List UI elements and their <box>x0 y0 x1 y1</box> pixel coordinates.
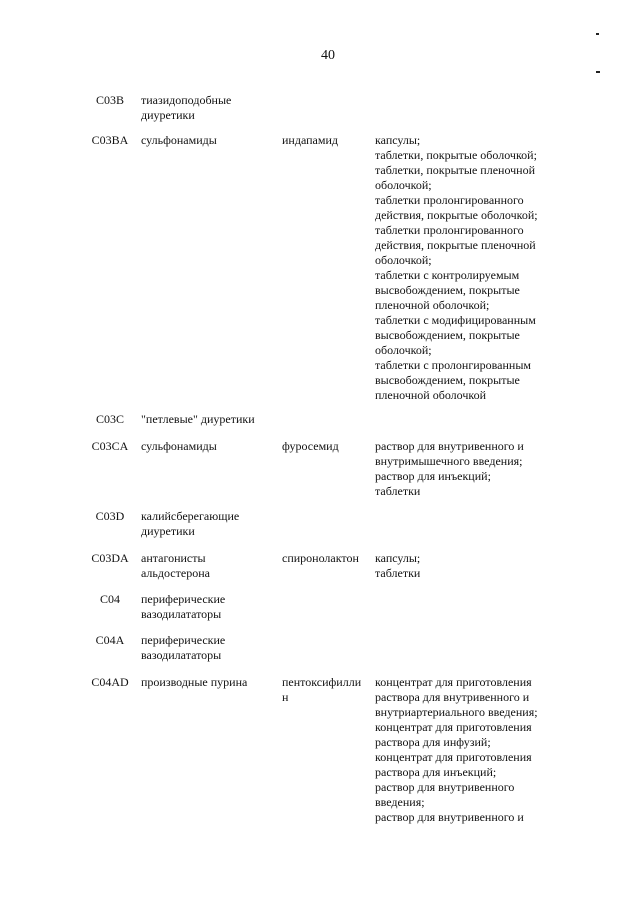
anatomical-therapeutic-group <box>141 93 271 123</box>
anatomical-therapeutic-group <box>141 592 271 622</box>
anatomical-therapeutic-group <box>141 551 271 581</box>
atc-code: C03CA <box>91 439 129 453</box>
atc-code: C03C <box>95 412 124 426</box>
dosage-form-line: раствора для внутривенного и <box>375 690 530 704</box>
group-line: диуретики <box>141 524 195 538</box>
drug-name-line: фуросемид <box>282 439 339 453</box>
dosage-form-line: раствор для внутривенного и <box>375 439 524 453</box>
drug-name-line: н <box>282 690 289 704</box>
dosage-forms <box>375 551 575 581</box>
dosage-forms <box>375 675 575 825</box>
group-line: периферические <box>141 592 226 606</box>
dosage-form-line: таблетки с пролонгированным <box>375 358 532 372</box>
dosage-form-line: таблетки пролонгированного <box>375 223 524 237</box>
page-number: 40 <box>321 48 335 63</box>
dosage-form-line: внутриартериального введения; <box>375 705 538 719</box>
anatomical-therapeutic-group <box>141 439 271 454</box>
dosage-forms <box>375 133 575 403</box>
dosage-form-line: оболочкой; <box>375 253 432 267</box>
dosage-form-line: таблетки пролонгированного <box>375 193 524 207</box>
atc-code: C03DA <box>91 551 129 565</box>
dosage-form-line: таблетки, покрытые оболочкой; <box>375 148 537 162</box>
dosage-form-line: высвобождением, покрытые <box>375 328 520 342</box>
anatomical-therapeutic-group <box>141 633 271 663</box>
dosage-form-line: таблетки, покрытые пленочной <box>375 163 536 177</box>
group-line: диуретики <box>141 108 195 122</box>
drug-name <box>282 133 368 148</box>
group-line: сульфонамиды <box>141 133 217 147</box>
dosage-form-line: концентрат для приготовления <box>375 675 532 689</box>
atc-code: C04A <box>95 633 125 647</box>
group-line: периферические <box>141 633 226 647</box>
atc-code: C04AD <box>91 675 129 689</box>
dosage-forms <box>375 439 575 499</box>
dosage-form-line: таблетки с модифицированным <box>375 313 536 327</box>
drug-name <box>282 439 368 454</box>
dosage-form-line: высвобождением, покрытые <box>375 373 520 387</box>
anatomical-therapeutic-group <box>141 675 271 690</box>
drug-name-line: спиронолактон <box>282 551 359 565</box>
dosage-form-line: раствор для инъекций; <box>375 469 491 483</box>
group-line: производные пурина <box>141 675 248 689</box>
dosage-form-line: оболочкой; <box>375 178 432 192</box>
group-line: тиазидоподобные <box>141 93 232 107</box>
atc-code: C03BA <box>91 133 129 147</box>
dosage-form-line: капсулы; <box>375 551 421 565</box>
dosage-form-line: оболочкой; <box>375 343 432 357</box>
dosage-form-line: капсулы; <box>375 133 421 147</box>
dosage-form-line: концентрат для приготовления <box>375 720 532 734</box>
dosage-form-line: внутримышечного введения; <box>375 454 523 468</box>
group-line: калийсберегающие <box>141 509 240 523</box>
dosage-form-line: пленочной оболочкой <box>375 388 487 402</box>
dosage-form-line: высвобождением, покрытые <box>375 283 520 297</box>
atc-code: C03D <box>95 509 125 523</box>
group-line: вазодилататоры <box>141 607 222 621</box>
dosage-form-line: концентрат для приготовления <box>375 750 532 764</box>
group-line: вазодилататоры <box>141 648 222 662</box>
dosage-form-line: раствор для внутривенного и <box>375 810 524 824</box>
group-line: "петлевые" диуретики <box>141 412 255 426</box>
drug-name <box>282 675 368 705</box>
atc-code: C04 <box>99 592 120 606</box>
dosage-form-line: действия, покрытые оболочкой; <box>375 208 538 222</box>
dosage-form-line: пленочной оболочкой; <box>375 298 490 312</box>
dosage-form-line: таблетки <box>375 566 421 580</box>
atc-code: C03B <box>95 93 124 107</box>
anatomical-therapeutic-group <box>141 509 271 539</box>
scan-mark <box>596 71 600 73</box>
group-line: сульфонамиды <box>141 439 217 453</box>
anatomical-therapeutic-group <box>141 133 271 148</box>
anatomical-therapeutic-group <box>141 412 271 427</box>
dosage-form-line: введения; <box>375 795 425 809</box>
group-line: альдостерона <box>141 566 210 580</box>
dosage-form-line: раствор для внутривенного <box>375 780 515 794</box>
dosage-form-line: таблетки <box>375 484 421 498</box>
group-line: антагонисты <box>141 551 206 565</box>
drug-name-line: индапамид <box>282 133 338 147</box>
dosage-form-line: действия, покрытые пленочной <box>375 238 536 252</box>
scan-mark <box>596 33 599 35</box>
dosage-form-line: таблетки с контролируемым <box>375 268 520 282</box>
dosage-form-line: раствора для инъекций; <box>375 765 497 779</box>
dosage-form-line: раствора для инфузий; <box>375 735 491 749</box>
drug-name <box>282 551 368 566</box>
drug-name-line: пентоксифилли <box>282 675 362 689</box>
